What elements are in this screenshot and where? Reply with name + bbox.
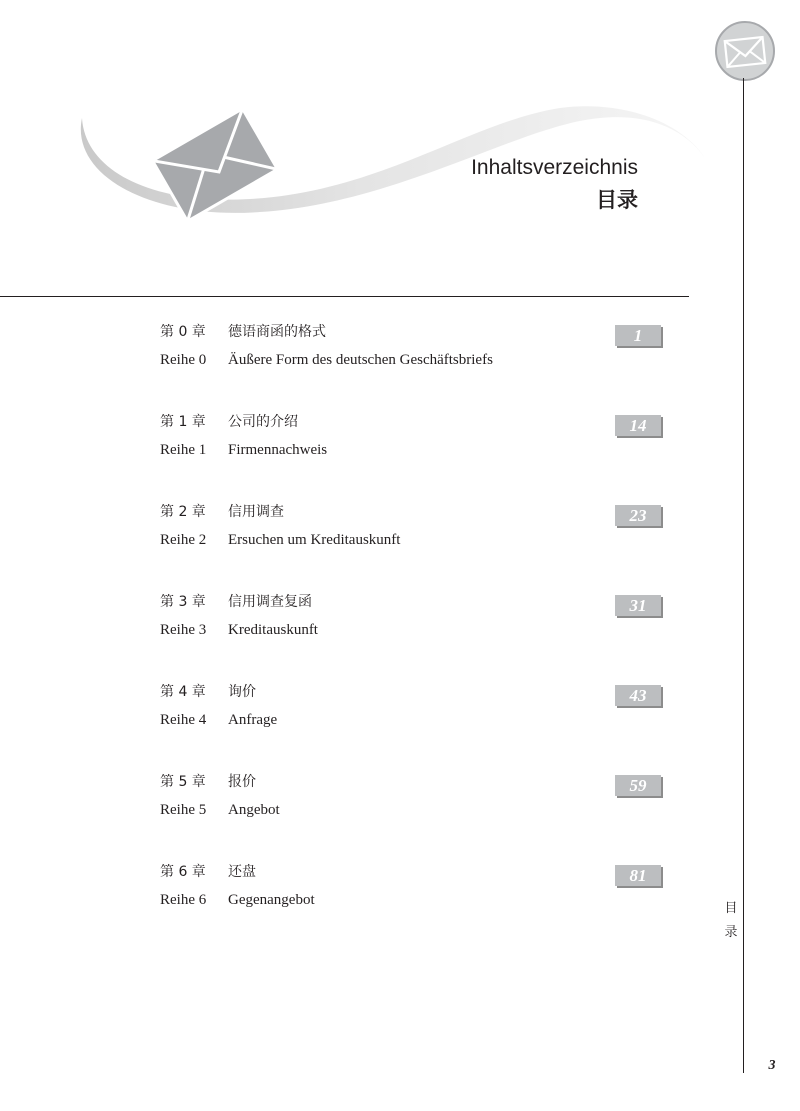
- margin-rule: [743, 78, 744, 1073]
- chapter-title-de: Anfrage: [228, 712, 278, 728]
- toc-entry[interactable]: [160, 411, 665, 471]
- chapter-title-zh: 信用调查复函: [228, 594, 312, 610]
- toc-entry[interactable]: [160, 321, 665, 381]
- chapter-label-zh: 第 2 章: [160, 504, 206, 520]
- page-number-box[interactable]: 81: [615, 865, 661, 886]
- page-title-zh: 目录: [596, 188, 638, 212]
- side-label-char: 录: [724, 925, 738, 940]
- toc-entry[interactable]: [160, 501, 665, 561]
- chapter-title-zh: 公司的介绍: [228, 414, 298, 430]
- page-number-box[interactable]: 14: [615, 415, 661, 436]
- chapter-label-de: Reihe 0: [160, 352, 207, 368]
- chapter-label-zh: 第 1 章: [160, 414, 206, 430]
- chapter-label-de: Reihe 2: [160, 532, 207, 548]
- page-title-de: Inhaltsverzeichnis: [471, 156, 638, 179]
- toc-entry[interactable]: [160, 861, 665, 921]
- chapter-title-de: Firmennachweis: [228, 442, 328, 458]
- chapter-label-zh: 第 5 章: [160, 774, 206, 790]
- chapter-label-de: Reihe 4: [160, 712, 207, 728]
- page-number-box[interactable]: 1: [615, 325, 661, 346]
- chapter-title-de: Kreditauskunft: [228, 622, 318, 638]
- toc-entry[interactable]: [160, 771, 665, 831]
- toc-entry[interactable]: [160, 591, 665, 651]
- chapter-title-de: Äußere Form des deutschen Geschäftsbriefs: [228, 352, 493, 368]
- chapter-title-zh: 德语商函的格式: [228, 324, 326, 340]
- chapter-label-de: Reihe 6: [160, 892, 207, 908]
- chapter-label-zh: 第 6 章: [160, 864, 206, 880]
- chapter-label-zh: 第 4 章: [160, 684, 206, 700]
- page-number: 3: [768, 1058, 776, 1073]
- chapter-label-zh: 第 3 章: [160, 594, 206, 610]
- header-divider: [0, 296, 689, 297]
- chapter-title-de: Ersuchen um Kreditauskunft: [228, 532, 401, 548]
- side-label-char: 目: [724, 901, 738, 916]
- chapter-title-zh: 信用调查: [228, 504, 284, 520]
- page-number-box[interactable]: 59: [615, 775, 661, 796]
- corner-envelope-icon: [714, 20, 776, 82]
- toc-entry[interactable]: [160, 681, 665, 741]
- chapter-title-zh: 报价: [228, 774, 256, 790]
- chapter-label-de: Reihe 3: [160, 622, 207, 638]
- chapter-title-de: Angebot: [228, 802, 280, 818]
- page-number-box[interactable]: 31: [615, 595, 661, 616]
- chapter-title-de: Gegenangebot: [228, 892, 315, 908]
- chapter-label-de: Reihe 5: [160, 802, 207, 818]
- header-graphic: [0, 0, 800, 300]
- chapter-title-zh: 还盘: [228, 864, 256, 880]
- page-number-box[interactable]: 23: [615, 505, 661, 526]
- chapter-title-zh: 询价: [228, 684, 256, 700]
- chapter-label-zh: 第 0 章: [160, 324, 206, 340]
- page-number-box[interactable]: 43: [615, 685, 661, 706]
- chapter-label-de: Reihe 1: [160, 442, 207, 458]
